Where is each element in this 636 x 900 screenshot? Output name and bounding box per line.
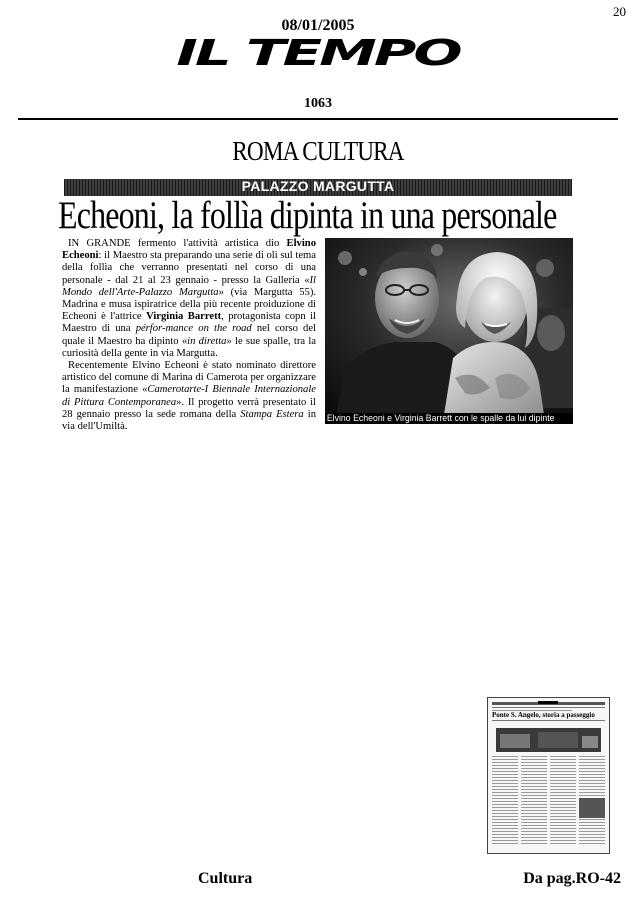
section-title: ROMA CULTURA	[232, 136, 404, 166]
issue-number: 1063	[304, 96, 332, 111]
article-paragraph-2: Recentemente Elvino Echeoni è stato nominato direttore artistico del comune di Marina di Camerota per organizzare la manifestazione «Camerotarte-I Biennale Internazionale di Pittura Contemporanea». Il progetto verrà presentato il 28 gennaio presso la sede romana della Stampa Estera in via dell'Umiltà.	[62, 360, 317, 433]
article-kicker: PALAZZO MARGUTTA	[241, 178, 395, 194]
publication-date: 08/01/2005	[281, 17, 355, 34]
photo-caption: Elvino Echeoni e Virginia Barrett con le spalle da lui dipinte	[325, 413, 573, 424]
header-rule	[18, 118, 618, 120]
actress-name: Virginia Barrett	[146, 311, 222, 323]
gallery-name: Il Mondo dell'Arte-Palazzo Margutta	[62, 274, 316, 298]
newspaper-masthead: IL TEMPO	[176, 31, 460, 74]
artist-name: Elvino Echeoni	[62, 238, 316, 262]
article-headline: Echeoni, la follìa dipinta in una personale	[58, 194, 557, 237]
event-name: Camerotarte-I Biennale Internazionale di Pittura Contemporanea	[62, 384, 316, 408]
article-paragraph-1: IN GRANDE fermento l'attività artistica dio Elvino Echeoni: il Maestro sta preparando una serie di oli sul tema della follìa che verranno presentati nel corso di una personale - dal 21 al 23 gennaio - presso la Galleria «Il Mondo dell'Arte-Palazzo Margutta» (via Margutta 55). Madrina e musa ispiratrice della più recente proiduzione di Echeoni è l'attrice Virginia Barrett, protagonista copn il Maestro di una pérfor-mance on the road nel corso del quale il Maestro ha dipinto «in diretta» le sue spalle, tra la curiosità della gente in via Margutta.	[62, 238, 316, 359]
footer-source: Da pag.RO-42	[523, 870, 621, 887]
article-photo	[325, 238, 573, 421]
thumbnail-headline: Ponte S. Angelo, storia a passeggio	[492, 711, 595, 719]
page-thumbnail	[487, 697, 610, 854]
page-number: 20	[613, 4, 626, 19]
article-body	[62, 238, 316, 433]
footer-section: Cultura	[198, 870, 253, 887]
